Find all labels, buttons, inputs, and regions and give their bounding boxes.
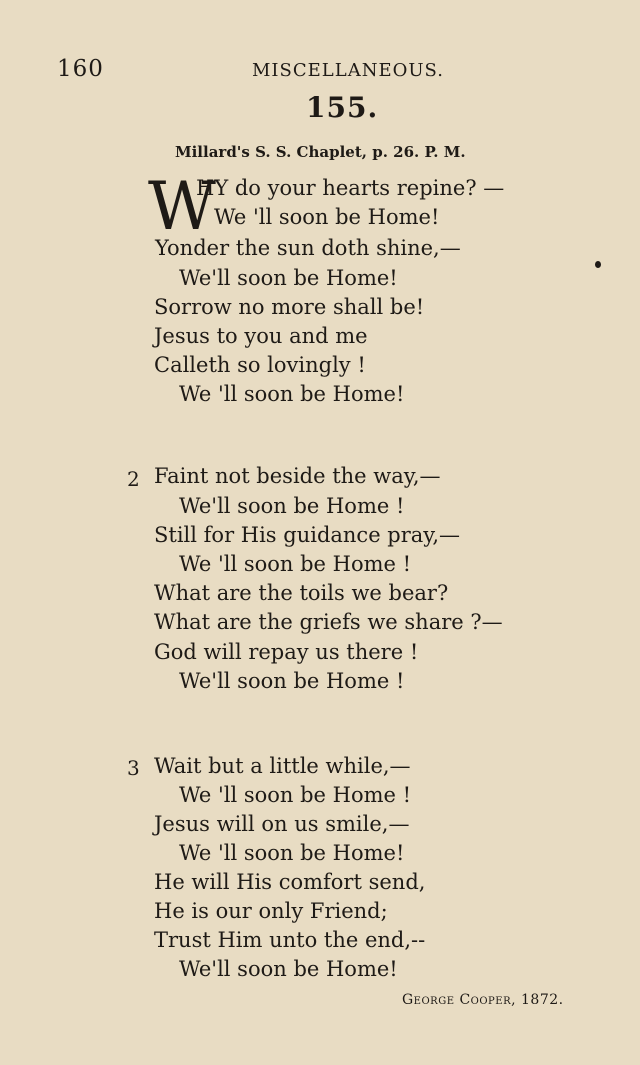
refrain-line: We'll soon be Home! bbox=[179, 266, 398, 290]
refrain-line: We'll soon be Home ! bbox=[179, 669, 405, 693]
refrain-line: We'll soon be Home ! bbox=[179, 494, 405, 518]
refrain-line: We'll soon be Home! bbox=[179, 957, 398, 981]
verse-line: Calleth so lovingly ! bbox=[154, 353, 366, 377]
verse-line: Yonder the sun doth shine,— bbox=[155, 236, 461, 260]
verse-line: Jesus will on us smile,— bbox=[154, 812, 410, 836]
verse-line: Faint not beside the way,— bbox=[154, 464, 441, 488]
ink-blot bbox=[595, 261, 601, 268]
tune-source: Millard's S. S. Chaplet, p. 26. P. M. bbox=[175, 143, 466, 161]
verse-line: Still for His guidance pray,— bbox=[154, 523, 461, 547]
verse-line: God will repay us there ! bbox=[154, 640, 419, 664]
verse-line: HY do your hearts repine? — bbox=[196, 176, 505, 200]
refrain-line: We 'll soon be Home ! bbox=[179, 552, 412, 576]
refrain-line: We 'll soon be Home! bbox=[214, 205, 440, 229]
running-header: MISCELLANEOUS. bbox=[252, 60, 444, 81]
refrain-line: We 'll soon be Home ! bbox=[179, 783, 412, 807]
stanza-number: 2 bbox=[127, 467, 140, 491]
verse-line: He will His comfort send, bbox=[154, 870, 426, 894]
author-credit bbox=[402, 992, 564, 1008]
refrain-line: We 'll soon be Home! bbox=[179, 841, 405, 865]
verse-line: What are the toils we bear? bbox=[154, 581, 449, 605]
page-number: 160 bbox=[57, 56, 104, 82]
hymn-number: 155. bbox=[306, 91, 379, 124]
verse-line: Trust Him unto the end,-- bbox=[154, 928, 426, 952]
verse-line: Sorrow no more shall be! bbox=[154, 295, 425, 319]
verse-line: Jesus to you and me bbox=[154, 324, 368, 348]
verse-line: He is our only Friend; bbox=[154, 899, 388, 923]
drop-cap: W bbox=[148, 168, 216, 245]
author-name: George Cooper, 1872. bbox=[402, 992, 564, 1008]
verse-line: Wait but a little while,— bbox=[154, 754, 411, 778]
stanza-number: 3 bbox=[127, 756, 140, 780]
verse-line: What are the griefs we share ?— bbox=[154, 610, 503, 634]
refrain-line: We 'll soon be Home! bbox=[179, 382, 405, 406]
